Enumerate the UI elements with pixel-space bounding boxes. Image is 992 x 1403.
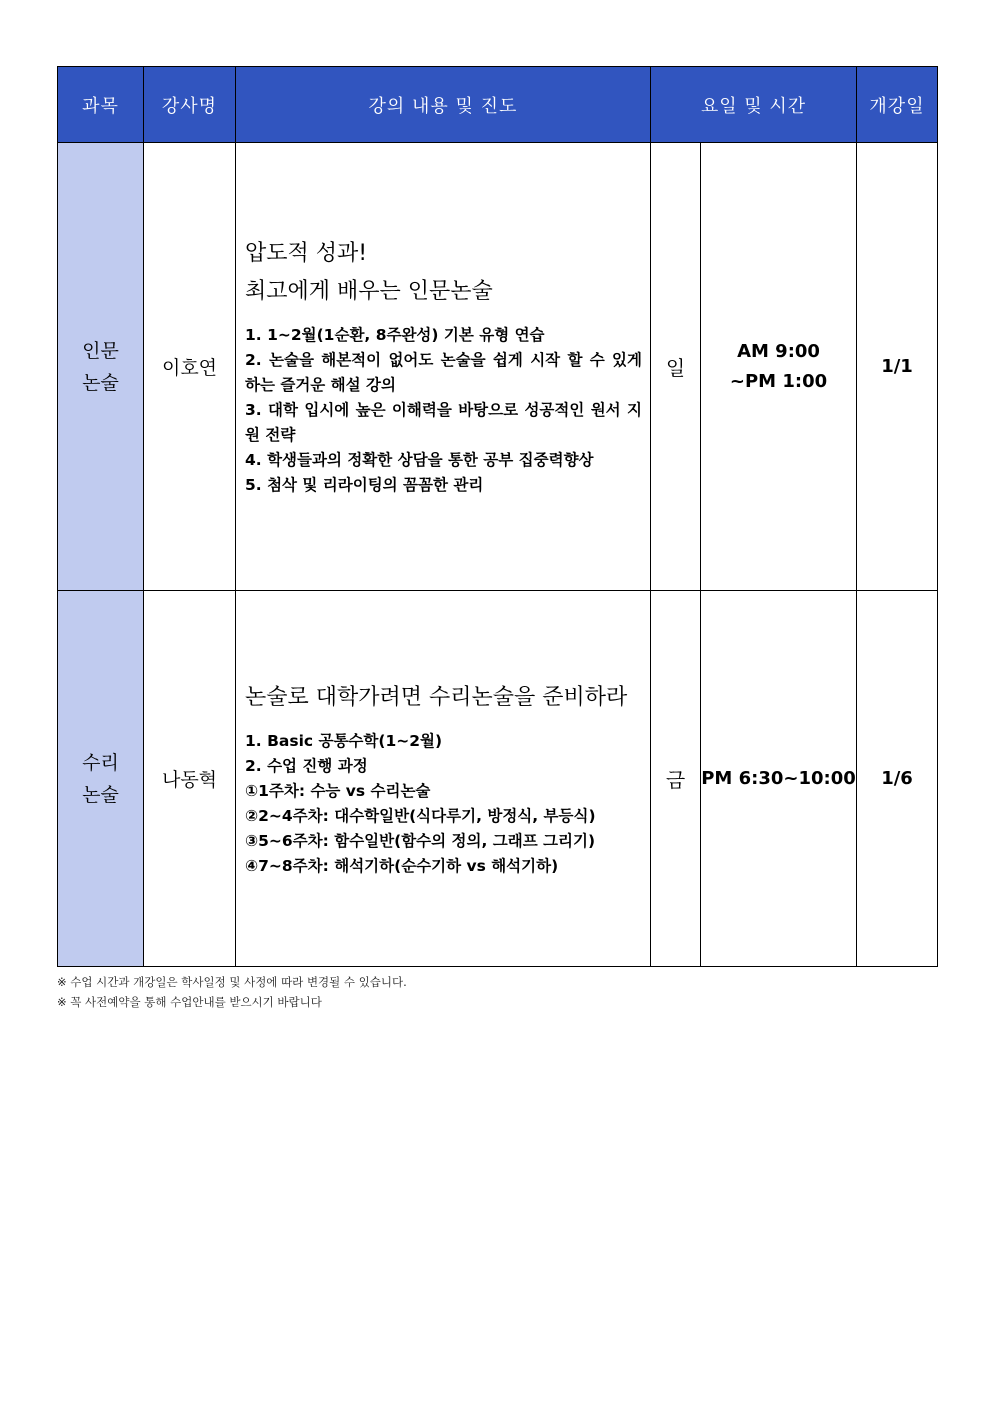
course-item: 4. 학생들과의 정확한 상담을 통한 공부 집중력향상	[245, 451, 594, 469]
subject-cell	[58, 143, 144, 591]
course-item: 2. 수업 진행 과정	[245, 756, 368, 775]
time-cell	[701, 143, 857, 591]
subject-cell	[58, 591, 144, 967]
course-items	[245, 323, 642, 498]
start-date: 1/1	[857, 143, 938, 591]
course-content	[236, 143, 651, 591]
course-item: 5. 첨삭 및 리라이팅의 꼼꼼한 관리	[245, 476, 484, 494]
header-day-time: 요일 및 시간	[651, 67, 857, 143]
course-item: ③5~6주차: 함수일반(함수의 정의, 그래프 그리기)	[245, 831, 596, 850]
subject-line: 인문	[82, 339, 119, 362]
course-item: ②2~4주차: 대수학일반(식다루기, 방정식, 부등식)	[245, 806, 596, 825]
course-item: 1. Basic 공통수학(1~2월)	[245, 731, 443, 750]
course-content	[236, 591, 651, 967]
course-title-line: 압도적 성과!	[245, 241, 368, 266]
header-start-date: 개강일	[857, 67, 938, 143]
footnotes	[57, 972, 407, 1012]
course-items	[245, 729, 642, 879]
course-title-line: 논술로 대학가려면 수리논술을 준비하라	[245, 684, 628, 710]
day-cell: 금	[651, 591, 701, 967]
footnote: ※ 꼭 사전예약을 통해 수업안내를 받으시기 바랍니다	[57, 995, 322, 1009]
course-item: ①1주차: 수능 vs 수리논술	[245, 781, 431, 800]
time-cell	[701, 591, 857, 967]
course-item: 1. 1~2월(1순환, 8주완성) 기본 유형 연습	[245, 326, 545, 344]
teacher-name: 나동혁	[144, 591, 236, 967]
subject-line: 수리	[82, 751, 119, 774]
time-line: PM 6:30~10:00	[701, 767, 856, 789]
start-date: 1/6	[857, 591, 938, 967]
day-cell: 일	[651, 143, 701, 591]
course-item: 2. 논술을 해본적이 없어도 논술을 쉽게 시작 할 수 있게 하는 즐거운 해설 강의	[245, 351, 642, 394]
table-row	[58, 143, 938, 591]
table-row	[58, 591, 938, 967]
subject-line: 논술	[82, 371, 119, 394]
schedule-table	[57, 66, 938, 967]
time-line: AM 9:00	[737, 340, 820, 362]
course-title-line: 최고에게 배우는 인문논술	[245, 279, 493, 304]
header-row	[58, 67, 938, 143]
teacher-name: 이호연	[144, 143, 236, 591]
course-title	[245, 679, 642, 717]
time-line: ~PM 1:00	[729, 370, 828, 392]
course-item: ④7~8주차: 해석기하(순수기하 vs 해석기하)	[245, 856, 559, 875]
header-subject: 과목	[58, 67, 144, 143]
course-title	[245, 235, 642, 311]
footnote: ※ 수업 시간과 개강일은 학사일정 및 사정에 따라 변경될 수 있습니다.	[57, 975, 407, 989]
course-item: 3. 대학 입시에 높은 이해력을 바탕으로 성공적인 원서 지원 전략	[245, 401, 642, 444]
header-teacher: 강사명	[144, 67, 236, 143]
header-content: 강의 내용 및 진도	[236, 67, 651, 143]
subject-line: 논술	[82, 783, 119, 806]
